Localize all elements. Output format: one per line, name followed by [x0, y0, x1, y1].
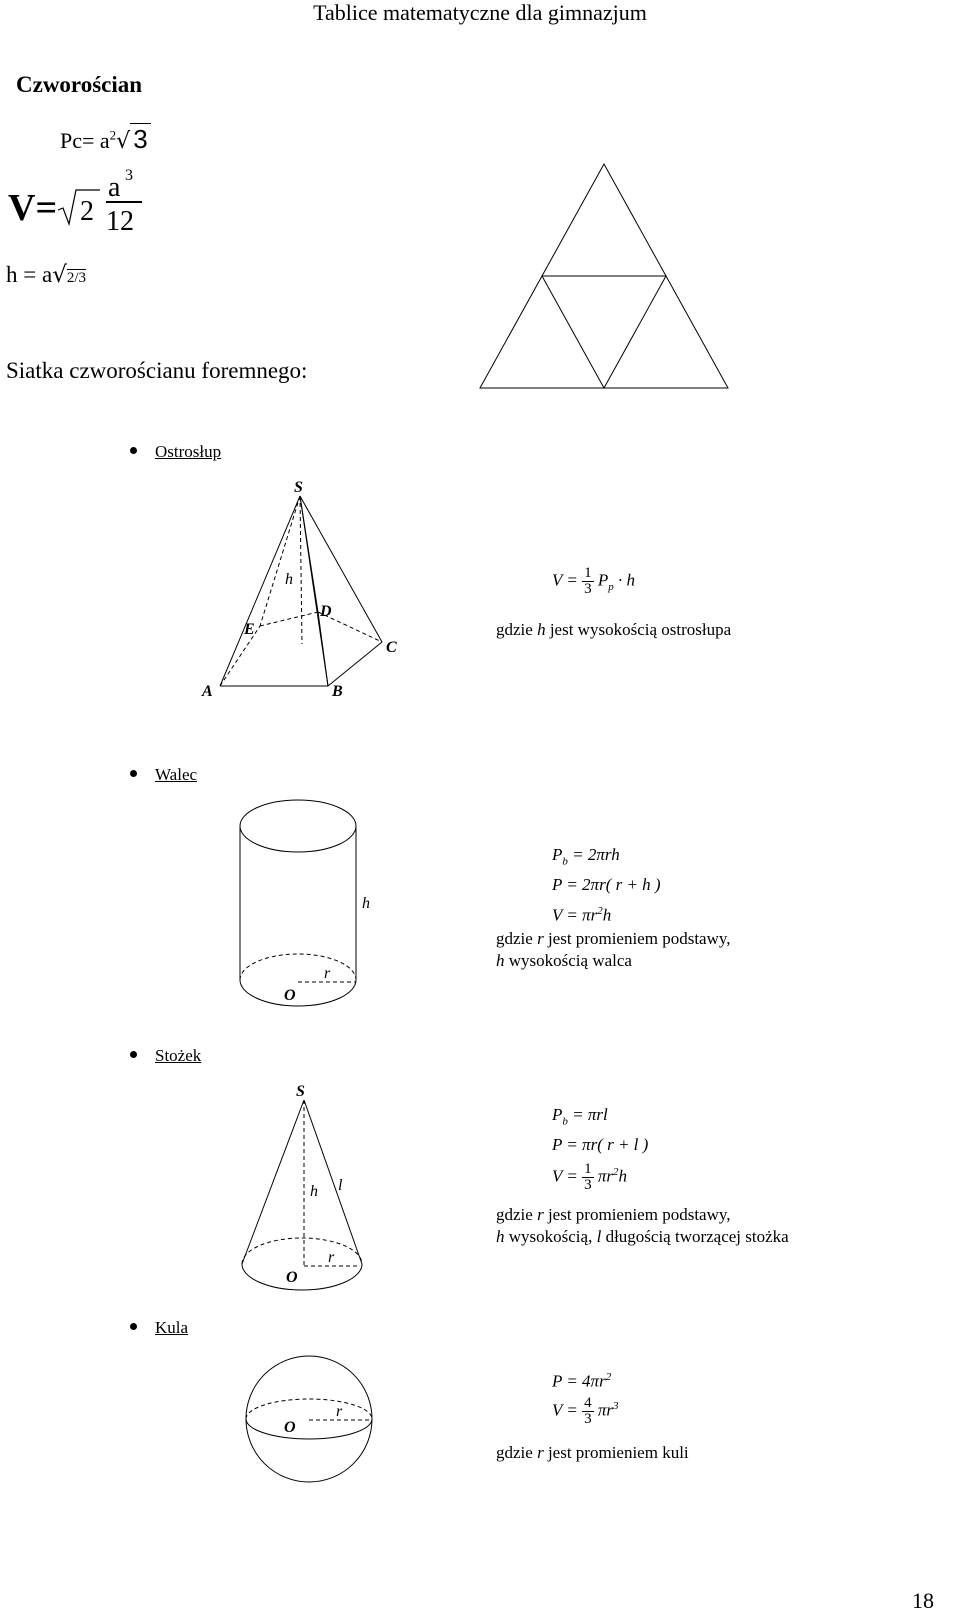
v-num: a [108, 172, 121, 203]
cylinder-center-label: O [284, 987, 296, 1004]
net-inner-triangle [542, 276, 666, 388]
pyramid-note: gdzie h jest wysokością ostrosłupa [496, 620, 732, 639]
v-den: 12 [106, 206, 134, 237]
cone-height-label: h [310, 1183, 318, 1200]
cone-center-label: O [286, 1269, 298, 1286]
cone-slant-label: l [338, 1177, 343, 1194]
cylinder-radius-label: r [324, 965, 331, 982]
cone-lateral-formula: $P_b = \pi rl$ [552, 1105, 608, 1128]
cone-radius-label: r [328, 1249, 335, 1266]
page-header-title: Tablice matematyczne dla gimnazjum [313, 0, 647, 25]
bullet-icon [130, 1323, 137, 1330]
cone-formulas [496, 1098, 836, 1258]
cylinder-section-label: Walec [130, 765, 197, 785]
cylinder-lateral-formula: $P_b = 2\pi rh$ [552, 845, 620, 868]
sqrt-sign-icon: √ [52, 262, 67, 288]
fraction: $\frac{1}{3}$ [584, 565, 592, 597]
pyramid-height-label: h [285, 571, 293, 588]
cone-diagram [236, 1082, 376, 1292]
sphere-formulas [496, 1366, 826, 1476]
cylinder-diagram [228, 796, 388, 1014]
tetrahedron-volume-formula [8, 168, 158, 238]
pyramid-formulas [496, 556, 826, 646]
bullet-icon [130, 447, 137, 454]
v-root: 2 [80, 196, 94, 227]
cone-section-label: Stożek [130, 1046, 201, 1066]
sphere-diagram [242, 1352, 376, 1486]
cone-volume-formula: V = $\frac{1}{3}$ $\pi r^2h$ [552, 1161, 627, 1193]
cone-surface-formula: P = πr( r + l ) [552, 1135, 649, 1154]
cone-apex-label: S [296, 1083, 305, 1100]
pyramid-section-label: Ostrosłup [130, 442, 221, 462]
fraction: $\frac{1}{3}$ [584, 1161, 592, 1193]
vertex-d: D [320, 603, 332, 620]
sphere-volume-formula: V = $\frac{4}{3}$ $\pi r^3$ [552, 1395, 619, 1427]
cylinder-note-line1: gdzie r jest promieniem podstawy, [496, 929, 731, 948]
cone-note-line2: h wysokością, l długością tworzącej stożka [496, 1227, 789, 1246]
pc-left: Pc= a [60, 128, 110, 153]
vertex-b: B [332, 683, 343, 700]
cylinder-surface-formula: P = 2πr( r + h ) [552, 875, 661, 894]
sphere-section-label: Kula [130, 1318, 188, 1338]
vertex-c: C [386, 639, 397, 656]
tetrahedron-heading: Czworościan [16, 72, 143, 97]
sqrt-sign-icon: √ [116, 129, 131, 154]
cylinder-height-label: h [362, 895, 370, 912]
v-num-exp: 3 [125, 168, 133, 184]
vertex-e: E [244, 621, 255, 638]
vertex-a: A [202, 683, 213, 700]
cylinder-formulas [496, 838, 826, 978]
fraction: $\frac{4}{3}$ [584, 1395, 592, 1427]
tetrahedron-surface-formula [60, 124, 151, 155]
net-caption: Siatka czworościanu foremnego: [6, 358, 308, 383]
h-root: 2/3 [66, 270, 87, 286]
pyramid-diagram [196, 474, 416, 710]
pyramid-volume-formula: V = $\frac{1}{3}$ $P_p \cdot h$ [552, 565, 635, 597]
bullet-icon [130, 1051, 137, 1058]
sphere-surface-formula: $P = 4\pi r^2$ [552, 1371, 612, 1391]
page-number: 18 [912, 1588, 934, 1613]
cone-note-line1: gdzie r jest promieniem podstawy, [496, 1205, 731, 1224]
tetrahedron-net-diagram [476, 160, 732, 396]
tetrahedron-height-formula [6, 262, 86, 288]
vertex-s: S [294, 479, 303, 496]
v-label: V= [8, 187, 58, 229]
pc-root: 3 [130, 123, 150, 154]
cylinder-note-line2: h wysokością walca [496, 951, 632, 970]
sphere-center-label: O [284, 1419, 296, 1436]
sphere-note: gdzie r jest promieniem kuli [496, 1443, 689, 1462]
sphere-radius-label: r [336, 1403, 343, 1420]
pc-exp: 2 [109, 127, 117, 143]
bullet-icon [130, 770, 137, 777]
h-left: h = a [6, 262, 53, 287]
cylinder-volume-formula: $V = \pi r^2h$ [552, 905, 612, 925]
